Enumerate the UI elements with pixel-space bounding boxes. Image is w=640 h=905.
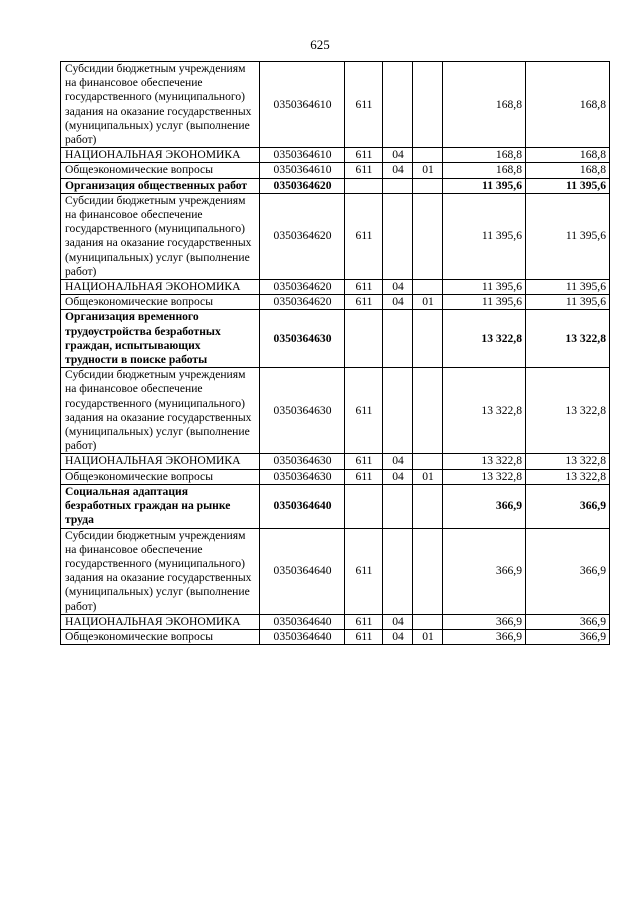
cell-amount-2: 366,9 xyxy=(526,484,610,528)
cell-name: НАЦИОНАЛЬНАЯ ЭКОНОМИКА xyxy=(61,614,260,629)
cell-target-code: 0350364640 xyxy=(260,629,345,644)
cell-name: НАЦИОНАЛЬНАЯ ЭКОНОМИКА xyxy=(61,148,260,163)
cell-amount-1: 168,8 xyxy=(443,62,526,148)
cell-expense-type xyxy=(345,310,383,368)
cell-amount-2: 366,9 xyxy=(526,614,610,629)
cell-amount-1: 13 322,8 xyxy=(443,454,526,469)
cell-target-code: 0350364630 xyxy=(260,310,345,368)
cell-target-code: 0350364610 xyxy=(260,62,345,148)
cell-amount-2: 366,9 xyxy=(526,528,610,614)
cell-amount-2: 168,8 xyxy=(526,62,610,148)
cell-expense-type: 611 xyxy=(345,528,383,614)
cell-target-code: 0350364620 xyxy=(260,193,345,279)
cell-amount-2: 11 395,6 xyxy=(526,280,610,295)
cell-amount-1: 13 322,8 xyxy=(443,469,526,484)
cell-expense-type: 611 xyxy=(345,614,383,629)
cell-expense-type xyxy=(345,484,383,528)
cell-amount-2: 168,8 xyxy=(526,163,610,178)
cell-subsection: 01 xyxy=(413,163,443,178)
cell-expense-type: 611 xyxy=(345,629,383,644)
cell-target-code: 0350364620 xyxy=(260,280,345,295)
cell-expense-type: 611 xyxy=(345,295,383,310)
cell-subsection: 01 xyxy=(413,469,443,484)
cell-subsection xyxy=(413,310,443,368)
table-row xyxy=(61,280,610,295)
table-row xyxy=(61,193,610,279)
cell-target-code: 0350364620 xyxy=(260,295,345,310)
cell-name: Социальная адаптация безработных граждан на рынке труда xyxy=(61,484,260,528)
cell-section xyxy=(383,193,413,279)
cell-name: Организация временного трудоустройства безработных граждан, испытывающих трудности в поиске работы xyxy=(61,310,260,368)
cell-section: 04 xyxy=(383,629,413,644)
cell-amount-2: 13 322,8 xyxy=(526,310,610,368)
cell-expense-type: 611 xyxy=(345,163,383,178)
cell-section xyxy=(383,368,413,454)
cell-subsection xyxy=(413,280,443,295)
cell-expense-type: 611 xyxy=(345,280,383,295)
page-number: 625 xyxy=(310,37,330,52)
cell-expense-type: 611 xyxy=(345,469,383,484)
table-row xyxy=(61,484,610,528)
cell-subsection xyxy=(413,368,443,454)
cell-target-code: 0350364630 xyxy=(260,469,345,484)
cell-amount-1: 11 395,6 xyxy=(443,295,526,310)
table-row xyxy=(61,62,610,148)
cell-amount-1: 11 395,6 xyxy=(443,193,526,279)
cell-target-code: 0350364610 xyxy=(260,148,345,163)
cell-section: 04 xyxy=(383,163,413,178)
cell-expense-type: 611 xyxy=(345,193,383,279)
cell-amount-1: 366,9 xyxy=(443,484,526,528)
cell-section: 04 xyxy=(383,469,413,484)
cell-name: Субсидии бюджетным учреждениям на финансовое обеспечение государственного (муниципального) задания на оказание государственных (муниципальных) услуг (выполнение работ) xyxy=(61,528,260,614)
cell-target-code: 0350364640 xyxy=(260,484,345,528)
cell-section: 04 xyxy=(383,454,413,469)
cell-expense-type: 611 xyxy=(345,368,383,454)
cell-target-code: 0350364630 xyxy=(260,368,345,454)
cell-section: 04 xyxy=(383,280,413,295)
cell-name: Организация общественных работ xyxy=(61,178,260,193)
cell-subsection xyxy=(413,193,443,279)
cell-name: Общеэкономические вопросы xyxy=(61,163,260,178)
cell-subsection xyxy=(413,148,443,163)
cell-name: НАЦИОНАЛЬНАЯ ЭКОНОМИКА xyxy=(61,454,260,469)
cell-target-code: 0350364620 xyxy=(260,178,345,193)
cell-amount-2: 11 395,6 xyxy=(526,178,610,193)
cell-target-code: 0350364630 xyxy=(260,454,345,469)
cell-expense-type: 611 xyxy=(345,148,383,163)
cell-expense-type: 611 xyxy=(345,62,383,148)
cell-amount-2: 13 322,8 xyxy=(526,469,610,484)
cell-name: Общеэкономические вопросы xyxy=(61,629,260,644)
cell-target-code: 0350364640 xyxy=(260,528,345,614)
cell-section: 04 xyxy=(383,148,413,163)
cell-subsection: 01 xyxy=(413,295,443,310)
table-row xyxy=(61,295,610,310)
cell-amount-2: 11 395,6 xyxy=(526,193,610,279)
cell-amount-1: 366,9 xyxy=(443,614,526,629)
cell-amount-2: 11 395,6 xyxy=(526,295,610,310)
cell-subsection xyxy=(413,178,443,193)
cell-amount-2: 13 322,8 xyxy=(526,368,610,454)
cell-section: 04 xyxy=(383,614,413,629)
cell-name: Субсидии бюджетным учреждениям на финансовое обеспечение государственного (муниципального) задания на оказание государственных (муниципальных) услуг (выполнение работ) xyxy=(61,193,260,279)
table-row xyxy=(61,454,610,469)
cell-amount-2: 13 322,8 xyxy=(526,454,610,469)
cell-name: Субсидии бюджетным учреждениям на финансовое обеспечение государственного (муниципального) задания на оказание государственных (муниципальных) услуг (выполнение работ) xyxy=(61,368,260,454)
cell-section xyxy=(383,528,413,614)
cell-subsection xyxy=(413,528,443,614)
table-body xyxy=(61,62,610,645)
table-row xyxy=(61,614,610,629)
cell-amount-2: 168,8 xyxy=(526,148,610,163)
table-row xyxy=(61,163,610,178)
cell-section xyxy=(383,178,413,193)
table-row xyxy=(61,528,610,614)
table-row xyxy=(61,629,610,644)
cell-subsection xyxy=(413,62,443,148)
cell-amount-1: 11 395,6 xyxy=(443,178,526,193)
cell-name: НАЦИОНАЛЬНАЯ ЭКОНОМИКА xyxy=(61,280,260,295)
table-row xyxy=(61,368,610,454)
cell-section: 04 xyxy=(383,295,413,310)
cell-subsection xyxy=(413,454,443,469)
cell-name: Общеэкономические вопросы xyxy=(61,295,260,310)
cell-section xyxy=(383,484,413,528)
cell-name: Субсидии бюджетным учреждениям на финансовое обеспечение государственного (муниципального) задания на оказание государственных (муниципальных) услуг (выполнение работ) xyxy=(61,62,260,148)
cell-name: Общеэкономические вопросы xyxy=(61,469,260,484)
cell-subsection: 01 xyxy=(413,629,443,644)
table-row xyxy=(61,310,610,368)
cell-subsection xyxy=(413,484,443,528)
cell-expense-type: 611 xyxy=(345,454,383,469)
cell-subsection xyxy=(413,614,443,629)
cell-amount-1: 13 322,8 xyxy=(443,368,526,454)
cell-expense-type xyxy=(345,178,383,193)
budget-table xyxy=(60,61,610,645)
table-row xyxy=(61,148,610,163)
cell-amount-1: 168,8 xyxy=(443,163,526,178)
cell-amount-1: 366,9 xyxy=(443,528,526,614)
table-row xyxy=(61,469,610,484)
cell-section xyxy=(383,310,413,368)
cell-amount-1: 366,9 xyxy=(443,629,526,644)
cell-amount-1: 13 322,8 xyxy=(443,310,526,368)
table-row xyxy=(61,178,610,193)
cell-section xyxy=(383,62,413,148)
cell-amount-1: 11 395,6 xyxy=(443,280,526,295)
cell-target-code: 0350364640 xyxy=(260,614,345,629)
cell-amount-1: 168,8 xyxy=(443,148,526,163)
cell-target-code: 0350364610 xyxy=(260,163,345,178)
cell-amount-2: 366,9 xyxy=(526,629,610,644)
